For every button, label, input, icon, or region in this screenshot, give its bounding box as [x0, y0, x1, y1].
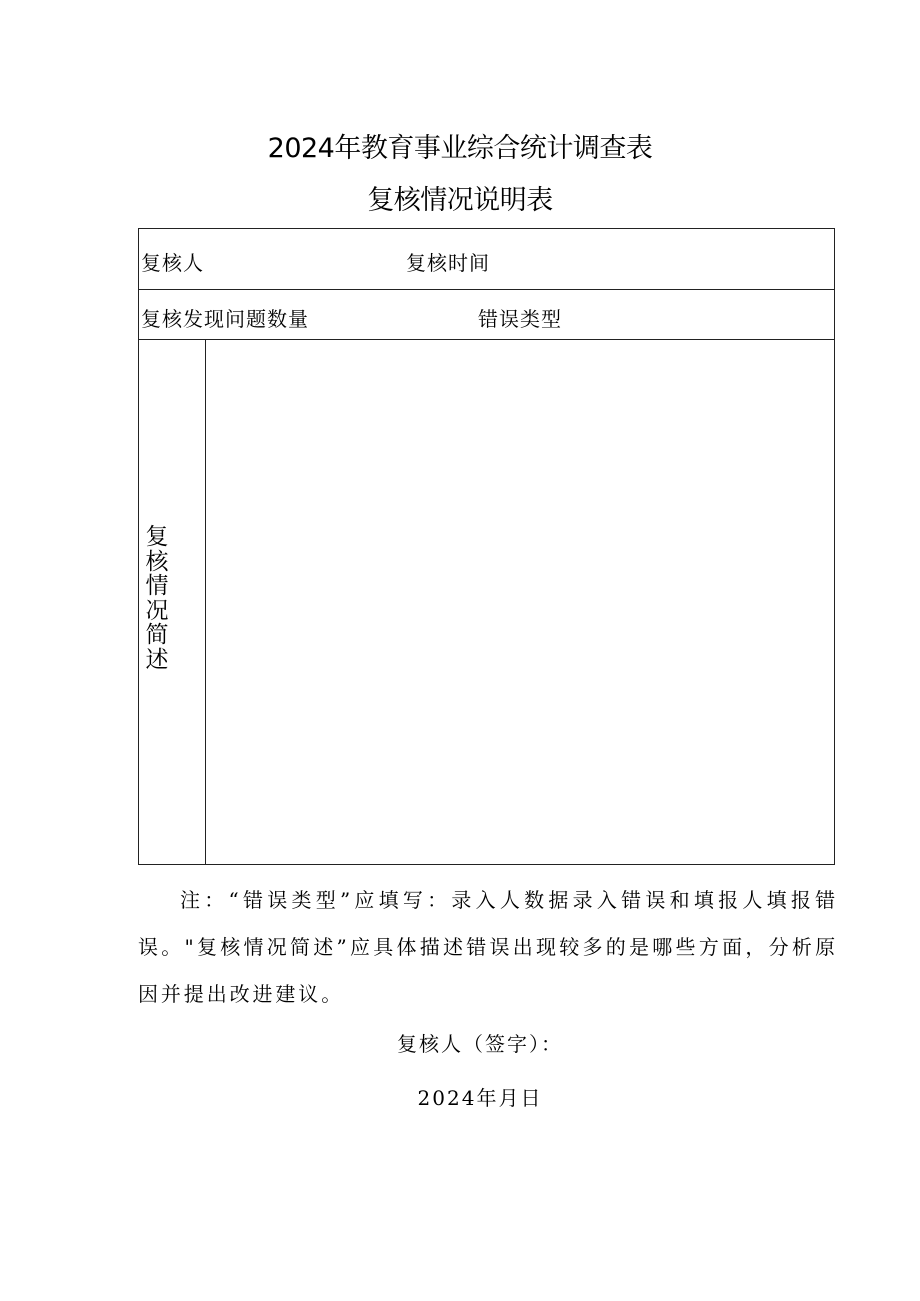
column-divider: [205, 339, 206, 864]
signature-line: 复核人（签字）：: [397, 1032, 563, 1056]
summary-label-char: 述: [145, 646, 169, 673]
reviewer-label: 复核人: [141, 251, 204, 275]
page-subtitle: 复核情况说明表: [367, 185, 553, 216]
date-line: 2024年月日: [417, 1086, 543, 1110]
summary-label-char: 复: [145, 524, 169, 550]
note-paragraph: 注：“错误类型”应填写：录入人数据录入错误和填报人填报错误。"复核情况简述”应具体描述错误出现较多的是哪些方面，分析原因并提出改进建议。: [138, 888, 838, 1006]
summary-label-char: 简: [145, 622, 169, 648]
review-time-label: 复核时间: [406, 251, 490, 275]
row-divider: [139, 339, 834, 340]
error-type-label: 错误类型: [478, 307, 562, 331]
review-form-table: [138, 228, 835, 865]
summary-field[interactable]: [207, 341, 832, 862]
summary-label-char: 况: [145, 597, 169, 624]
summary-label-char: 核: [145, 548, 169, 575]
issue-count-label: 复核发现问题数量: [141, 307, 309, 331]
summary-label: [142, 525, 172, 672]
summary-label-char: 情: [145, 573, 169, 599]
page-title: 2024年教育事业综合统计调查表: [267, 133, 653, 164]
row-divider: [139, 289, 834, 290]
